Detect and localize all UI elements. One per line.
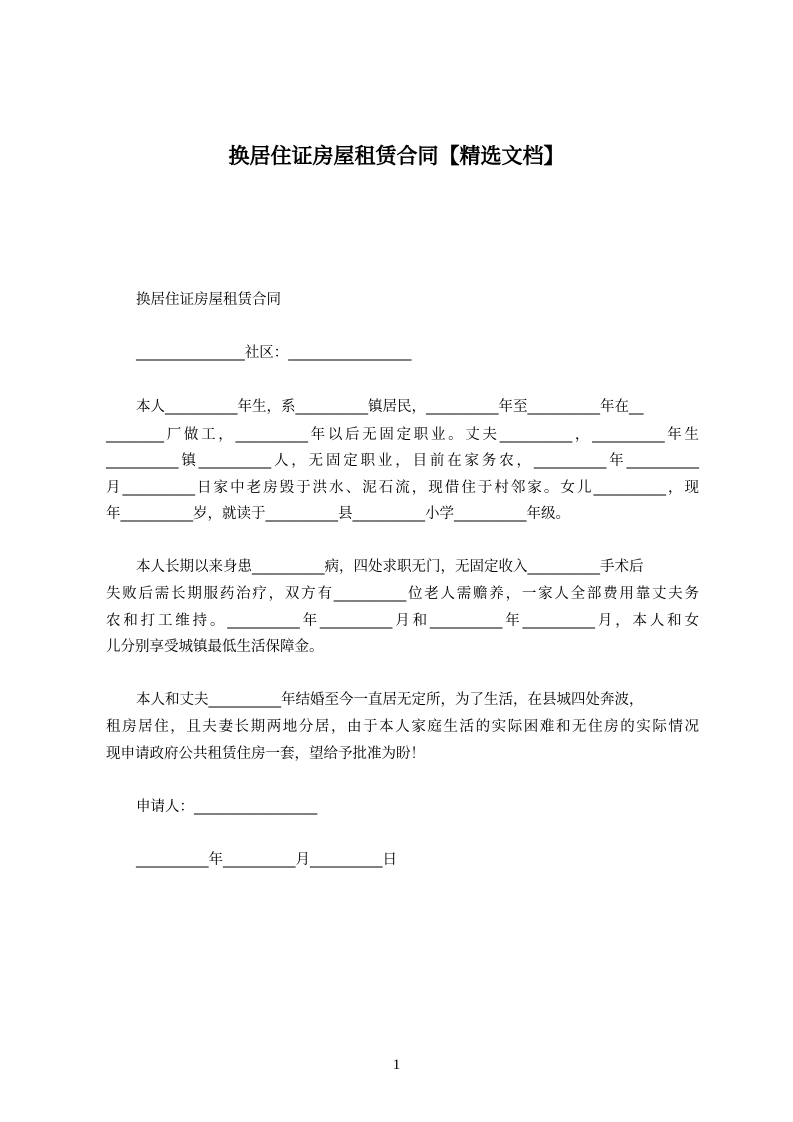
paragraph-3-line-1: 本人和丈夫__________年结婚至今一直居无定所，为了生活，在县城四处奔波， — [136, 692, 644, 708]
paragraph-1-line-3: __________镇__________人，无固定职业，目前在家务农，__________年__________ — [106, 453, 699, 469]
paragraph-1-line-1: 本人__________年生，系__________镇居民，__________年至__________年在__ — [136, 399, 644, 415]
paragraph-2-line-1: 本人长期以来身患__________病，四处求职无门，无固定收入__________手术后 — [136, 559, 644, 575]
paragraph-1-line-4: 月__________日家中老房毁于洪水、泥石流，现借住于村邻家。女儿__________，现 — [106, 480, 699, 496]
paragraph-2-line-4: 儿分别享受城镇最低生活保障金。 — [106, 639, 324, 655]
paragraph-1-line-2: ________厂做工，__________年以后无固定职业。丈夫__________，__________年生 — [106, 427, 699, 443]
document-title: 换居住证房屋租赁合同【精选文档】 — [228, 144, 565, 168]
paragraph-2-line-2: 失败后需长期服药治疗，双方有__________位老人需赡养，一家人全部费用靠丈夫务 — [106, 586, 699, 602]
paragraph-3-line-3: 现申请政府公共租赁住房一套，望给予批准为盼！ — [106, 746, 425, 762]
date-line: __________年__________月__________日 — [136, 852, 397, 868]
paragraph-1-line-5: 年__________岁，就读于__________县__________小学__________年级。 — [106, 506, 570, 522]
community-line: _______________社区：_________________ — [136, 345, 412, 361]
paragraph-2-line-3: 农和打工维持。__________年__________月和__________年__________月，本人和女 — [106, 613, 699, 629]
applicant-signature-line: 申请人：_________________ — [136, 799, 318, 815]
page-number: 1 — [392, 1057, 401, 1073]
contract-heading: 换居住证房屋租赁合同 — [136, 292, 281, 308]
paragraph-3-line-2: 租房居住，且夫妻长期两地分居，由于本人家庭生活的实际困难和无住房的实际情况 — [106, 719, 699, 735]
